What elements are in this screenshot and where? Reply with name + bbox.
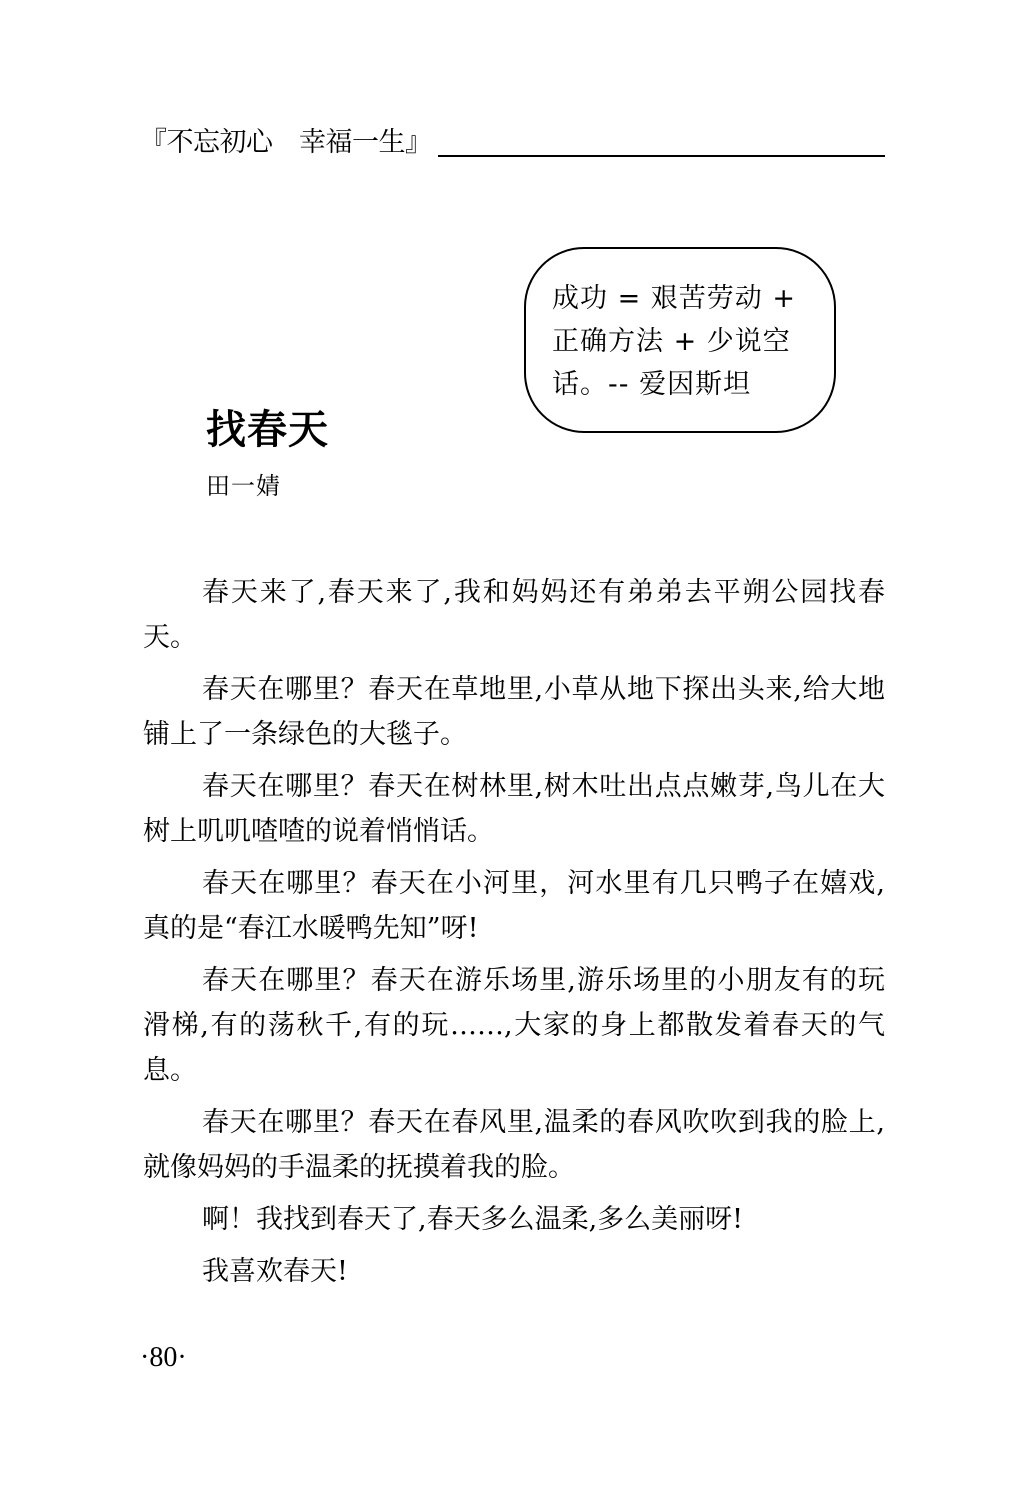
header-title: 『不忘初心 幸福一生』 [140, 127, 432, 158]
article-author: 田一婧 [206, 472, 281, 500]
quote-line: 成功 = 艰苦劳动 + [552, 283, 796, 314]
header-rule [438, 155, 885, 157]
paragraph: 春天在哪里？春天在草地里,小草从地下探出头来,给大地铺上了一条绿色的大毯子。 [143, 674, 885, 750]
quote-line: 正确方法 + 少说空 [552, 326, 791, 357]
running-header [140, 126, 885, 160]
paragraph: 啊！我找到春天了,春天多么温柔,多么美丽呀! [202, 1204, 744, 1235]
paragraph: 春天来了,春天来了,我和妈妈还有弟弟去平朔公园找春天。 [143, 577, 885, 653]
paragraph: 我喜欢春天! [202, 1256, 348, 1287]
paragraph: 春天在哪里？春天在树林里,树木吐出点点嫩芽,鸟儿在大树上叽叽喳喳的说着悄悄话。 [143, 771, 885, 847]
quote-bubble [524, 247, 836, 433]
quote-line: 话。-- 爱因斯坦 [552, 369, 752, 400]
paragraph: 春天在哪里？春天在小河里，河水里有几只鸭子在嬉戏,真的是“春江水暖鸭先知”呀! [143, 868, 885, 944]
paragraph: 春天在哪里？春天在游乐场里,游乐场里的小朋友有的玩滑梯,有的荡秋千,有的玩……,大家的身上都散发着春天的气息。 [143, 965, 885, 1086]
article-title: 找春天 [206, 406, 329, 453]
paragraph: 春天在哪里？春天在春风里,温柔的春风吹吹到我的脸上,就像妈妈的手温柔的抚摸着我的脸。 [143, 1107, 885, 1183]
article-body [143, 570, 885, 1301]
page-number: ·80· [140, 1342, 187, 1373]
